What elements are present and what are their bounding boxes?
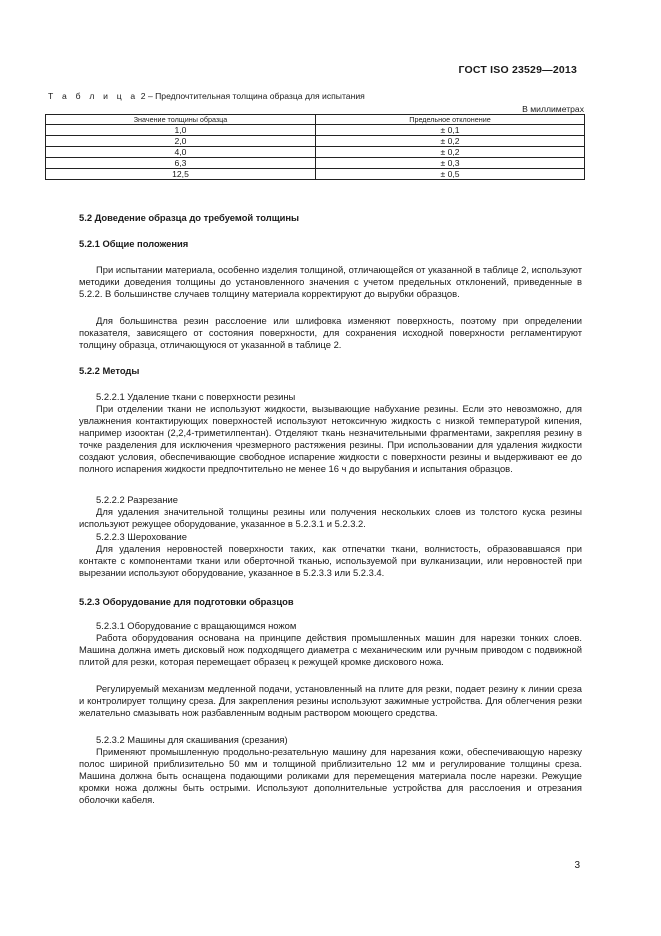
table-row bbox=[46, 125, 585, 136]
tolerance-cell: ± 0,3 bbox=[316, 158, 585, 169]
table-row bbox=[46, 158, 585, 169]
equipment-1-title: 5.2.3.1 Оборудование с вращающимся ножом bbox=[96, 620, 297, 631]
table-caption-label: Т а б л и ц а bbox=[48, 91, 139, 101]
section-heading-5-2-2: 5.2.2 Методы bbox=[79, 365, 140, 376]
thickness-cell: 4,0 bbox=[46, 147, 316, 158]
column-header-tolerance: Предельное отклонение bbox=[316, 115, 585, 125]
method-3-title: 5.2.2.3 Шерохование bbox=[96, 531, 187, 542]
tolerance-cell: ± 0,2 bbox=[316, 147, 585, 158]
method-3-text: Для удаления неровностей поверхности таких, как отпечатки ткани, волнистость, образовавшаяся при контакте с компонентами ткани или оберточной тканью, используемой при вулканизации, или неровностей при вырезании используют оборудование, указанное в 5.2.3.3 или 5.2.3.4. bbox=[79, 543, 582, 579]
equipment-2-paragraph-1: Применяют промышленную продольно-резательную машину для нарезания кожи, обеспечивающую нарезку полос шириной приблизительно 50 мм и толщиной приблизительно 12 мм и регулирование толщины среза. Машина должна быть оснащена подающими роликами для перемещения материала после нарезки. Режущие кромки ножа должны быть острыми. Используют дополнительные устройства для расслоения и отрезания оболочки кабеля. bbox=[79, 746, 582, 806]
tolerance-cell: ± 0,5 bbox=[316, 169, 585, 180]
table-caption-text: 2 – Предпочтительная толщина образца для испытания bbox=[140, 91, 365, 101]
paragraph-general-1: При испытании материала, особенно изделия толщиной, отличающейся от указанной в таблице 2, используют методики доведения толщины до установленного значения с учетом предельных отклонений, приведенные в 5.2.2. В большинстве случаев толщину материала корректируют до вырубки образцов. bbox=[79, 264, 582, 300]
table-units: В миллиметрах bbox=[522, 104, 584, 114]
tolerance-cell: ± 0,1 bbox=[316, 125, 585, 136]
section-heading-5-2-3: 5.2.3 Оборудование для подготовки образцов bbox=[79, 596, 294, 607]
table-row bbox=[46, 169, 585, 180]
method-2-title: 5.2.2.2 Разрезание bbox=[96, 494, 178, 505]
page-number: 3 bbox=[574, 860, 580, 871]
equipment-1-paragraph-2: Регулируемый механизм медленной подачи, установленный на плите для резки, подает резину к линии среза и контролирует толщину среза. Для закрепления резины используют зажимные устройства. Для облегчения резки желательно смазывать нож разбавленным водным раствором моющего средства. bbox=[79, 683, 582, 719]
column-header-thickness: Значение толщины образца bbox=[46, 115, 316, 125]
method-2-text: Для удаления значительной толщины резины или получения нескольких слоев из толстого куска резины используют режущее оборудование, указанное в 5.2.3.1 и 5.2.3.2. bbox=[79, 506, 582, 530]
thickness-cell: 12,5 bbox=[46, 169, 316, 180]
table-caption bbox=[48, 91, 365, 101]
thickness-cell: 2,0 bbox=[46, 136, 316, 147]
document-id-header: ГОСТ ISO 23529—2013 bbox=[458, 64, 577, 76]
table-header-row bbox=[46, 115, 585, 125]
table-row bbox=[46, 136, 585, 147]
method-1-text: При отделении ткани не используют жидкости, вызывающие набухание резины. Если это невозможно, для увлажнения контактирующих поверхностей используют нетоксичную жидкость с низкой температурой кипения, например изооктан (2,2,4-триметилпентан). Отделяют ткань незначительными фрагментами, закрепляя резину в точке разделения для исключения чрезмерного растяжения резины. При использовании для удаления жидкости создают условия, обеспечивающие свободное испарение жидкости с поверхности резины и выдерживают ее до полного испарения жидкости предпочтительно не менее 16 ч до вырубания и испытания образцов. bbox=[79, 403, 582, 475]
tolerance-cell: ± 0,2 bbox=[316, 136, 585, 147]
paragraph-general-2: Для большинства резин расслоение или шлифовка изменяют поверхность, поэтому при определении показателя, зависящего от состояния поверхности, для сохранения исходной поверхности регламентируют толщину образца, отличающуюся от указанной в таблице 2. bbox=[79, 315, 582, 351]
thickness-cell: 6,3 bbox=[46, 158, 316, 169]
method-1-title: 5.2.2.1 Удаление ткани с поверхности резины bbox=[96, 391, 296, 402]
thickness-cell: 1,0 bbox=[46, 125, 316, 136]
table-row bbox=[46, 147, 585, 158]
equipment-2-title: 5.2.3.2 Машины для скашивания (срезания) bbox=[96, 734, 288, 745]
section-heading-5-2-1: 5.2.1 Общие положения bbox=[79, 238, 189, 249]
section-heading-5-2: 5.2 Доведение образца до требуемой толщины bbox=[79, 212, 300, 223]
equipment-1-paragraph-1: Работа оборудования основана на принципе действия промышленных машин для нарезки тонких слоев. Машина должна иметь дисковый нож подходящего диаметра с механическим или ручным приводом с подвижной плитой для резки, которая перемещает образец к режущей кромке дискового ножа. bbox=[79, 632, 582, 668]
thickness-table bbox=[45, 114, 585, 180]
